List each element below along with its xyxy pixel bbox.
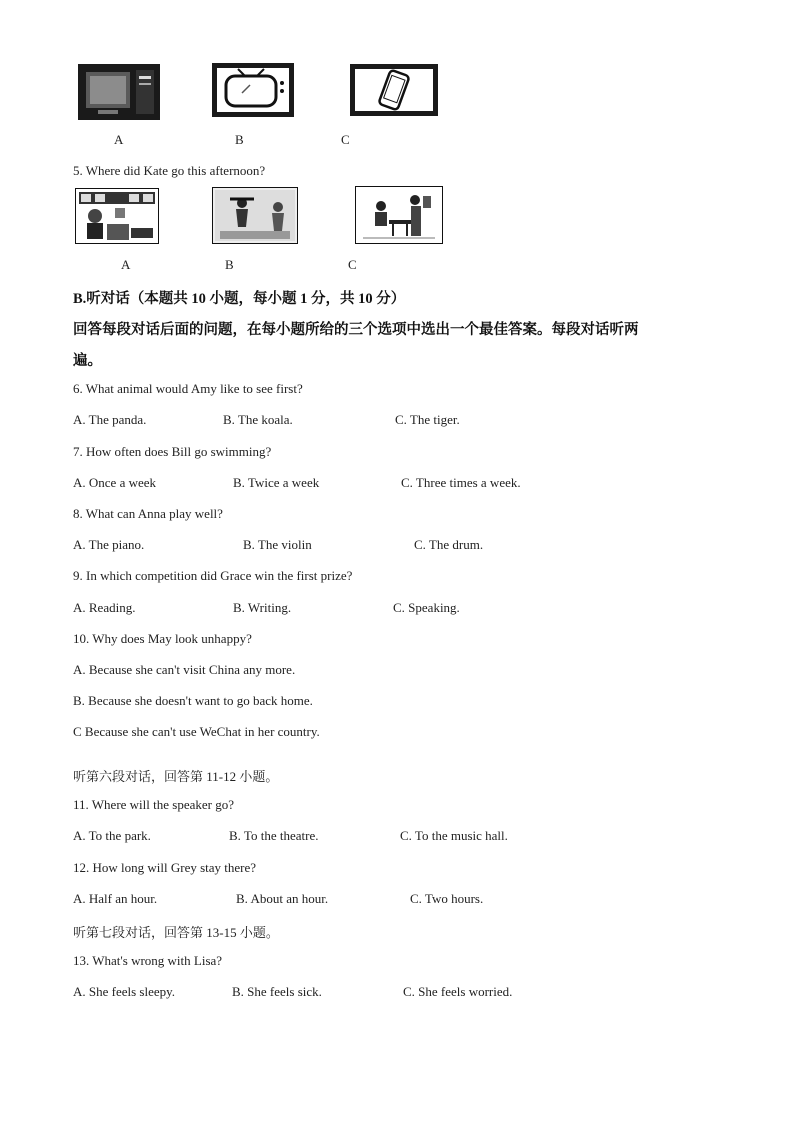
q8-option-c: C. The drum. bbox=[414, 537, 484, 552]
q5-option-a-label: A bbox=[121, 257, 131, 272]
option-a-label: A bbox=[114, 132, 124, 147]
option-a-picture bbox=[78, 64, 160, 120]
television-icon bbox=[212, 63, 294, 117]
q12-option-c: C. Two hours. bbox=[410, 891, 484, 906]
q7-option-a: A. Once a week bbox=[73, 475, 157, 490]
option-c-picture bbox=[350, 64, 438, 116]
q13-option-b: B. She feels sick. bbox=[232, 984, 322, 999]
q5-option-c-label: C bbox=[348, 257, 357, 272]
restaurant-scene-icon bbox=[355, 186, 443, 244]
q5-option-a-picture bbox=[75, 188, 159, 244]
q8-option-a: A. The piano. bbox=[73, 537, 145, 552]
section-b-instruction-line2: 遍。 bbox=[73, 353, 102, 369]
dialogue-6-note: 听第六段对话，回答第 11-12 小题。 bbox=[73, 769, 279, 784]
q5-option-b-label: B bbox=[225, 257, 234, 272]
question-6: 6. What animal would Amy like to see first? bbox=[73, 381, 303, 396]
q8-option-b: B. The violin bbox=[243, 537, 312, 552]
q6-option-a: A. The panda. bbox=[73, 412, 147, 427]
q7-option-c: C. Three times a week. bbox=[401, 475, 521, 490]
q10-option-a: A. Because she can't visit China any more. bbox=[73, 662, 296, 677]
q12-option-a: A. Half an hour. bbox=[73, 891, 158, 906]
question-5: 5. Where did Kate go this afternoon? bbox=[73, 163, 266, 178]
q9-option-b: B. Writing. bbox=[233, 600, 292, 615]
question-8: 8. What can Anna play well? bbox=[73, 506, 223, 521]
question-9: 9. In which competition did Grace win the first prize? bbox=[73, 568, 353, 583]
question-12: 12. How long will Grey stay there? bbox=[73, 860, 257, 875]
option-c-label: C bbox=[341, 132, 350, 147]
question-13: 13. What's wrong with Lisa? bbox=[73, 953, 223, 968]
q6-option-b: B. The koala. bbox=[223, 412, 293, 427]
desktop-computer-icon bbox=[78, 64, 160, 120]
q5-option-c-picture bbox=[355, 186, 443, 244]
section-b-title: B.听对话（本题共 10 小题，每小题 1 分，共 10 分） bbox=[73, 291, 406, 307]
q10-option-b: B. Because she doesn't want to go back home. bbox=[73, 693, 313, 708]
q11-option-c: C. To the music hall. bbox=[400, 828, 508, 843]
q11-option-b: B. To the theatre. bbox=[229, 828, 319, 843]
option-b-label: B bbox=[235, 132, 244, 147]
q10-option-c: C Because she can't use WeChat in her country. bbox=[73, 724, 320, 739]
option-b-picture bbox=[212, 63, 294, 117]
q11-option-a: A. To the park. bbox=[73, 828, 151, 843]
cafe-shop-scene-icon bbox=[75, 188, 159, 244]
question-11: 11. Where will the speaker go? bbox=[73, 797, 234, 812]
q13-option-c: C. She feels worried. bbox=[403, 984, 513, 999]
section-b-instruction-line1: 回答每段对话后面的问题，在每小题所给的三个选项中选出一个最佳答案。每段对话听两 bbox=[73, 322, 639, 338]
q9-option-c: C. Speaking. bbox=[393, 600, 460, 615]
q7-option-b: B. Twice a week bbox=[233, 475, 320, 490]
smartphone-icon bbox=[350, 64, 438, 116]
q13-option-a: A. She feels sleepy. bbox=[73, 984, 176, 999]
gym-scene-icon bbox=[212, 187, 298, 244]
question-10: 10. Why does May look unhappy? bbox=[73, 631, 252, 646]
q6-option-c: C. The tiger. bbox=[395, 412, 460, 427]
dialogue-7-note: 听第七段对话，回答第 13-15 小题。 bbox=[73, 925, 279, 940]
q9-option-a: A. Reading. bbox=[73, 600, 136, 615]
q5-option-b-picture bbox=[212, 187, 298, 244]
question-7: 7. How often does Bill go swimming? bbox=[73, 444, 272, 459]
q12-option-b: B. About an hour. bbox=[236, 891, 329, 906]
